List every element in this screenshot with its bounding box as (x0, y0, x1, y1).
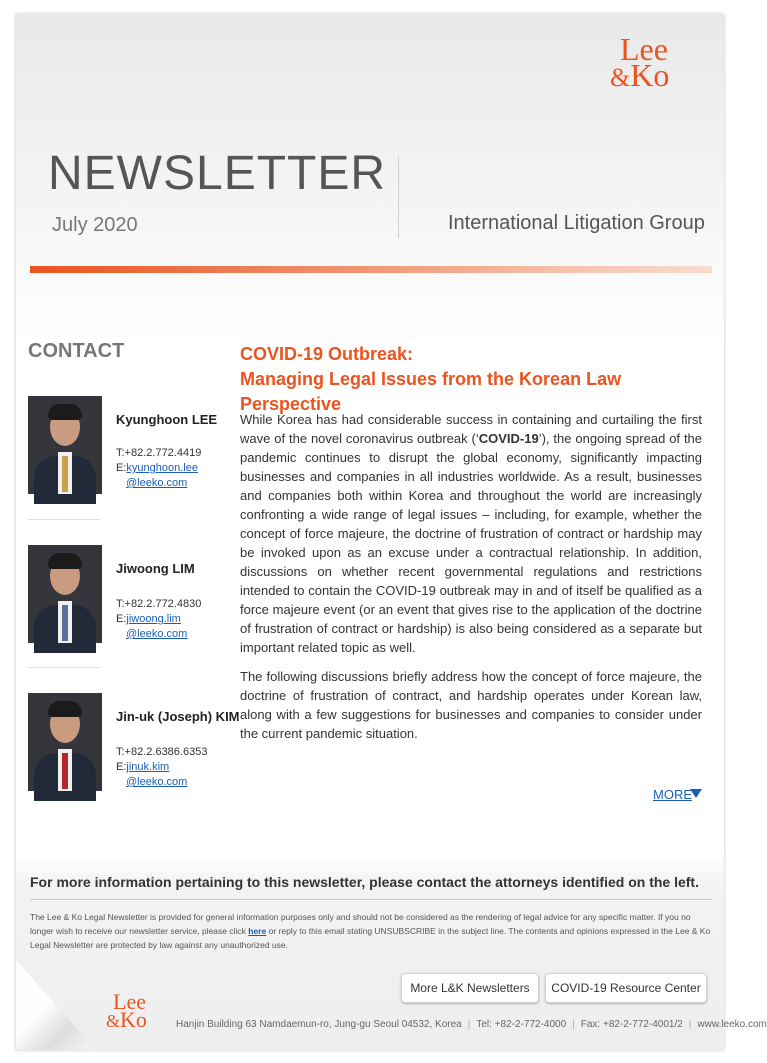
contact-phone: T:+82.2.772.4830 (116, 598, 202, 610)
header-divider (398, 156, 399, 238)
article-title (240, 342, 720, 417)
contact-separator (28, 667, 100, 668)
contact-email-domain (126, 775, 187, 790)
logo-line2 (610, 57, 670, 94)
contact-name: Jiwoong LIM (116, 561, 195, 576)
article-title-line2: Managing Legal Issues from the Korean Law Perspective (240, 369, 622, 414)
contact-phone: T:+82.2.6386.6353 (116, 746, 208, 758)
contact-email-link[interactable]: jiwoong.lim (126, 613, 181, 625)
more-newsletters-button[interactable]: More L&K Newsletters (401, 973, 539, 1003)
footer-divider (30, 899, 712, 900)
contact-email-domain (126, 476, 187, 491)
contact-email-link[interactable]: kyunghoon.lee (126, 462, 198, 474)
article-paragraph: The following discussions briefly address how the concept of force majeure, the doctrine of frustration of contract, and hardship operates under Korean law, along with a few suggestions for businesses and companies to consider under the current pandemic situation. (240, 669, 702, 741)
logo-line2: &Ko (106, 1006, 147, 1032)
footer-fax: Fax: +82-2-772-4001/2 (580, 1019, 683, 1030)
logo-ko: Ko (630, 57, 670, 94)
practice-group: International Litigation Group (448, 212, 705, 234)
contact-email-link[interactable]: @leeko.com (126, 776, 188, 788)
contact-email: E:jiwoong.lim (116, 613, 181, 625)
article-paragraph: While Korea has had considerable success in containing and curtailing the first wave of the novel coronavirus outbreak (‘COVID-19’), the ongoing spread of the pandemic continues to disrupt the global economy, significantly impacting businesses and companies in all industries worldwide. As a result, businesses and companies both within Korea and throughout the world are increasingly confronting a wide range of legal issues – including, for example, whether the concept of force majeure, the doctrine of frustration of contract or hardship may be invoked upon as an excuse under a contractual relationship. In addition, discussions on whether recent governmental regulations and restrictions intended to contain the COVID-19 outbreak may in and of itself be qualified as a force majeure event (or an event that gives rise to the application of the doctrine of frustration of contract or hardship) is also being considered as a separate but important related topic as well. (240, 412, 703, 655)
newsletter-date: July 2020 (52, 214, 138, 236)
more-link[interactable]: MORE (653, 787, 692, 802)
logo-line1: Lee (620, 31, 668, 67)
portrait-photo-icon (28, 693, 102, 791)
contact-name: Kyunghoon LEE (116, 412, 218, 427)
triangle-down-icon[interactable] (690, 789, 702, 798)
article-body (240, 410, 702, 753)
contact-email-link[interactable]: @leeko.com (126, 628, 188, 640)
lee-ko-logo[interactable] (610, 31, 670, 94)
logo-ampersand: & (610, 63, 631, 93)
logo-line1: Lee (113, 989, 146, 1014)
contact-email-domain (126, 627, 187, 642)
contact-heading: CONTACT (28, 340, 125, 362)
portrait-photo-icon (28, 545, 102, 643)
covid-resource-center-button[interactable]: COVID-19 Resource Center (545, 973, 707, 1003)
footer-tel: Tel: +82-2-772-4000 (476, 1019, 567, 1030)
header-accent-bar (30, 266, 712, 273)
contact-email: E:kyunghoon.lee (116, 462, 198, 474)
contact-email-link[interactable]: jinuk.kim (126, 761, 170, 773)
contact-email: E:jinuk.kim (116, 761, 170, 773)
unsubscribe-link[interactable]: here (248, 926, 267, 936)
contact-info-line: For more information pertaining to this newsletter, please contact the attorneys identified on the left. (30, 874, 699, 890)
article-title-line1: COVID-19 Outbreak: (240, 344, 414, 364)
portrait-photo-icon (28, 396, 102, 494)
contact-phone: T:+82.2.772.4419 (116, 447, 202, 459)
footer-address: Hanjin Building 63 Namdaemun-ro, Jung-gu Seoul 04532, Korea | Tel: +82-2-772-4000 | Fax: +82-2-772-4001/2 | www.leeko.com (176, 1019, 767, 1030)
newsletter-title: NEWSLETTER (48, 147, 387, 200)
contact-name: Jin-uk (Joseph) KIM (116, 709, 240, 724)
footer-website[interactable]: www.leeko.com (697, 1019, 767, 1030)
contact-email-link[interactable]: @leeko.com (126, 477, 188, 489)
footer-logo (106, 989, 147, 1032)
legal-disclaimer: The Lee & Ko Legal Newsletter is provided for general information purposes only and should not be considered as the rendering of legal advice for any specific matter. If you no longer wish to receive our newsletter service, please click here or reply to this email stating UNSUBSCRIBE in the subject line. The contents and opinions expressed in the Lee & Ko Legal Newsletter are protected by law against any unauthorized use. (30, 912, 711, 950)
contact-separator (28, 519, 100, 520)
